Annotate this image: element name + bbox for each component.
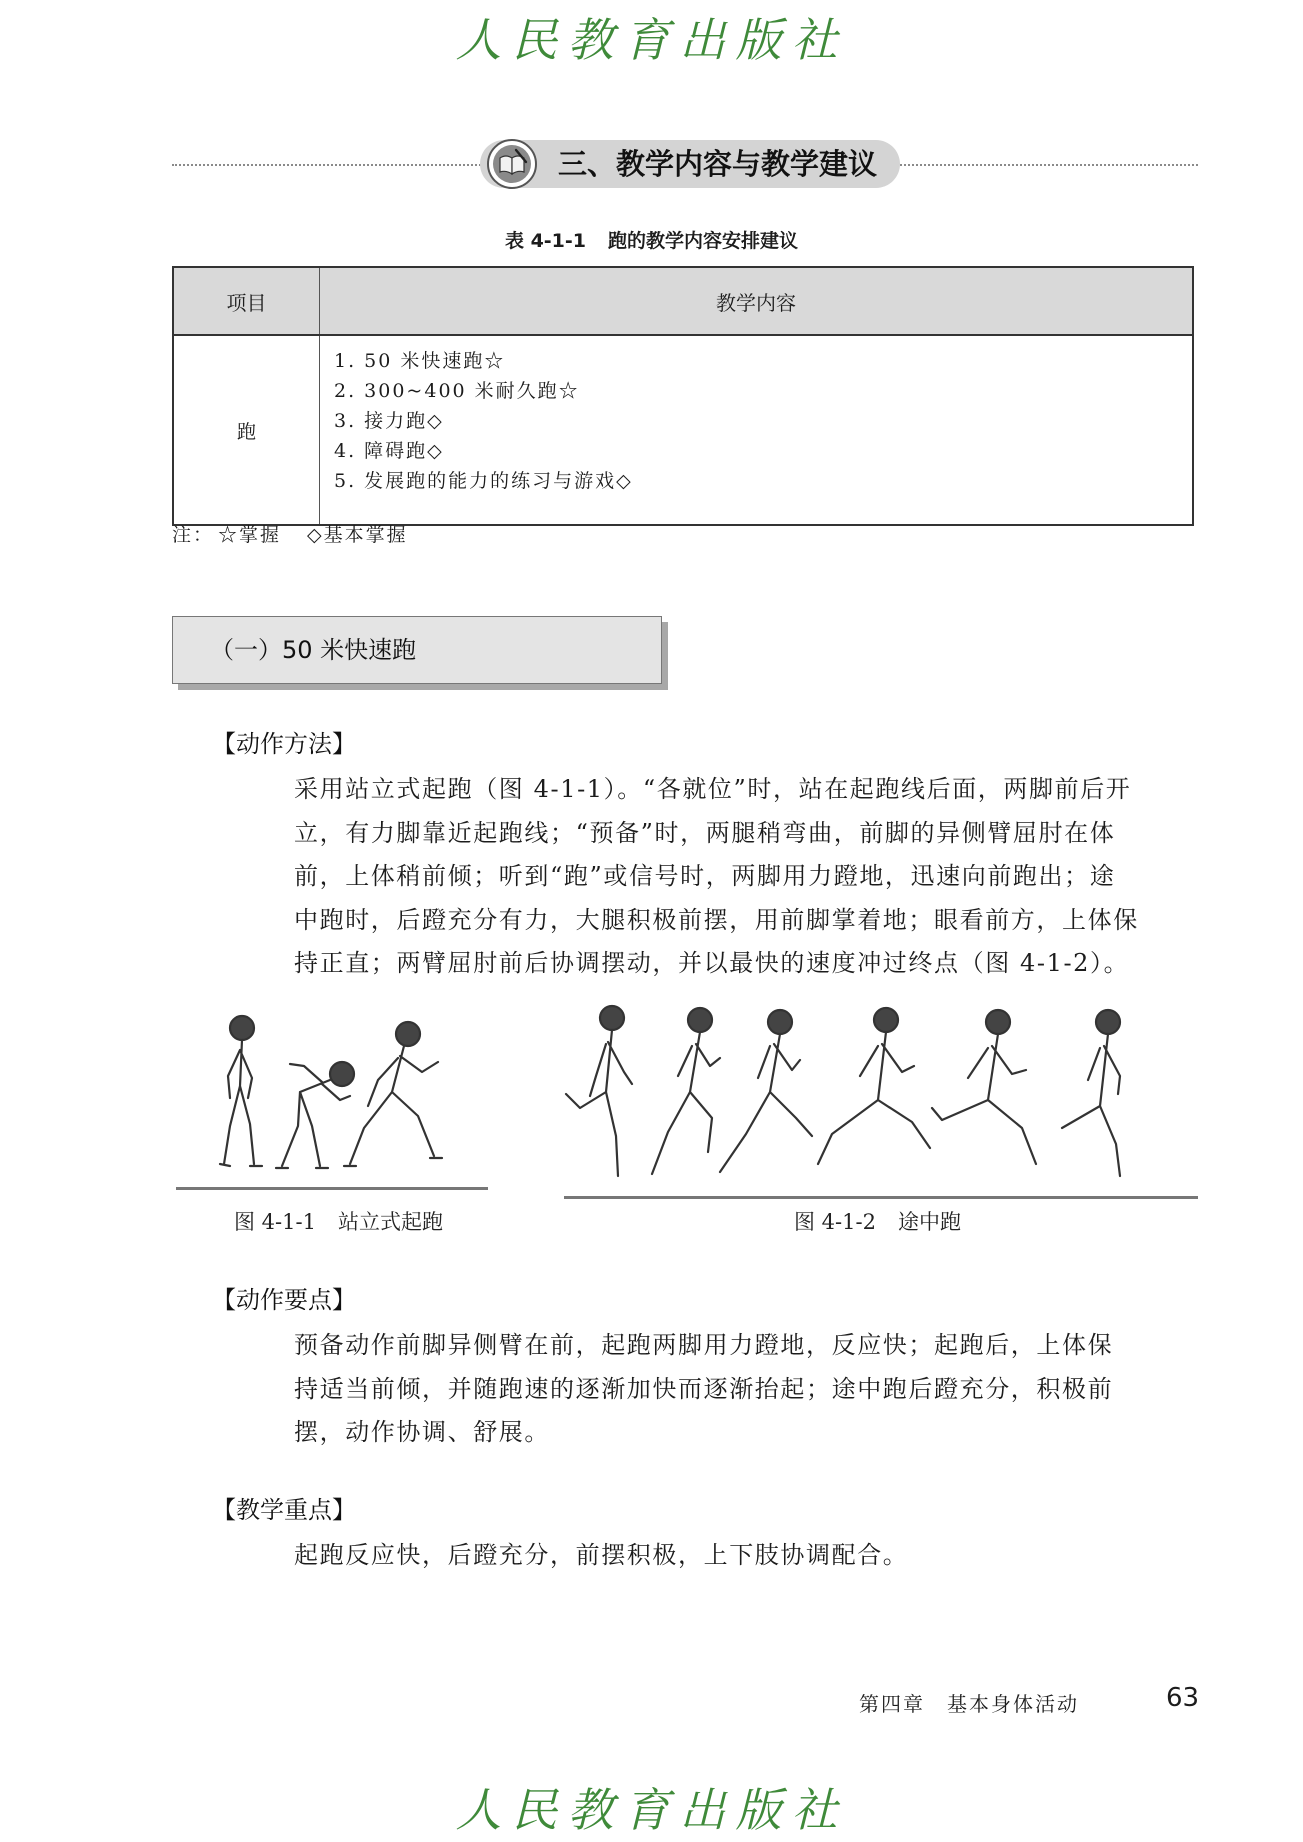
key-points-heading: 【动作要点】 — [212, 1286, 356, 1314]
figure-caption — [234, 1206, 443, 1236]
subsection-title: （一）50 米快速跑 — [210, 636, 417, 664]
table-caption-text: 跑的教学内容安排建议 — [608, 230, 799, 252]
list-item: 5. 发展跑的能力的练习与游戏◇ — [334, 470, 633, 492]
figure-caption — [794, 1206, 961, 1236]
teaching-focus-line: 起跑反应快，后蹬充分，前摆积极，上下肢协调配合。 — [294, 1541, 909, 1569]
dotted-rule-left — [172, 164, 484, 166]
list-item: 4. 障碍跑◇ — [334, 440, 444, 462]
note-master: ☆掌握 — [218, 524, 282, 546]
figure-number: 图 4-1-2 — [794, 1210, 876, 1234]
table-header-project: 项目 — [173, 267, 320, 335]
section-title: 三、教学内容与教学建议 — [558, 147, 878, 181]
ground-line — [564, 1196, 1198, 1199]
method-line: 中跑时，后蹬充分有力，大腿积极前摆，用前脚掌着地；眼看前方，上体保 — [294, 905, 1139, 934]
table-note — [172, 520, 434, 547]
method-paragraph — [294, 768, 1198, 986]
page-number: 63 — [1166, 1683, 1200, 1713]
note-label: 注： — [172, 524, 215, 546]
teaching-content-table — [172, 266, 1194, 526]
method-line: 前，上体稍前倾；听到“跑”或信号时，两脚用力蹬地，迅速向前跑出；途 — [294, 862, 1116, 890]
key-points-paragraph — [294, 1324, 1198, 1455]
table-cell-project: 跑 — [173, 335, 320, 525]
standing-start-illustration — [172, 1006, 492, 1196]
key-points-line: 摆，动作协调、舒展。 — [294, 1418, 550, 1446]
table-row — [173, 335, 1193, 525]
method-line: 立，有力脚靠近起跑线；“预备”时，两腿稍弯曲，前脚的异侧臂屈肘在体 — [294, 818, 1116, 847]
teaching-focus-paragraph — [294, 1534, 1198, 1578]
method-line: 采用站立式起跑（图 4-1-1）。“各就位”时，站在起跑线后面，两脚前后开 — [294, 775, 1132, 803]
publisher-logo: 人民教育出版社 — [455, 13, 848, 67]
publisher-logo: 人民教育出版社 — [455, 1783, 848, 1837]
chapter-title: 第四章 基本身体活动 — [859, 1692, 1079, 1716]
ground-line — [176, 1187, 488, 1190]
method-heading: 【动作方法】 — [212, 730, 356, 758]
list-item: 3. 接力跑◇ — [334, 410, 444, 432]
table-cell-items — [320, 335, 1194, 525]
method-line: 持正直；两臂屈肘前后协调摆动，并以最快的速度冲过终点（图 4-1-2）。 — [294, 949, 1130, 977]
figure-title: 站立式起跑 — [337, 1210, 443, 1234]
mid-course-running-illustration — [560, 996, 1200, 1196]
figure-title: 途中跑 — [897, 1210, 961, 1234]
key-points-line: 预备动作前脚异侧臂在前，起跑两脚用力蹬地，反应快；起跑后，上体保 — [294, 1331, 1114, 1359]
list-item: 2. 300~400 米耐久跑☆ — [334, 380, 580, 402]
teaching-focus-heading: 【教学重点】 — [212, 1496, 356, 1524]
key-points-line: 持适当前倾，并随跑速的逐渐加快而逐渐抬起；途中跑后蹬充分，积极前 — [294, 1374, 1114, 1403]
note-basic: ◇基本掌握 — [307, 524, 408, 546]
book-icon — [486, 138, 538, 190]
figure-number: 图 4-1-1 — [234, 1210, 316, 1234]
table-caption-number: 表 4-1-1 — [504, 230, 587, 252]
table-header-row — [173, 267, 1193, 335]
table-caption — [0, 226, 1303, 253]
list-item: 1. 50 米快速跑☆ — [334, 350, 506, 372]
dotted-rule-right — [896, 164, 1198, 166]
table-header-content: 教学内容 — [320, 267, 1194, 335]
